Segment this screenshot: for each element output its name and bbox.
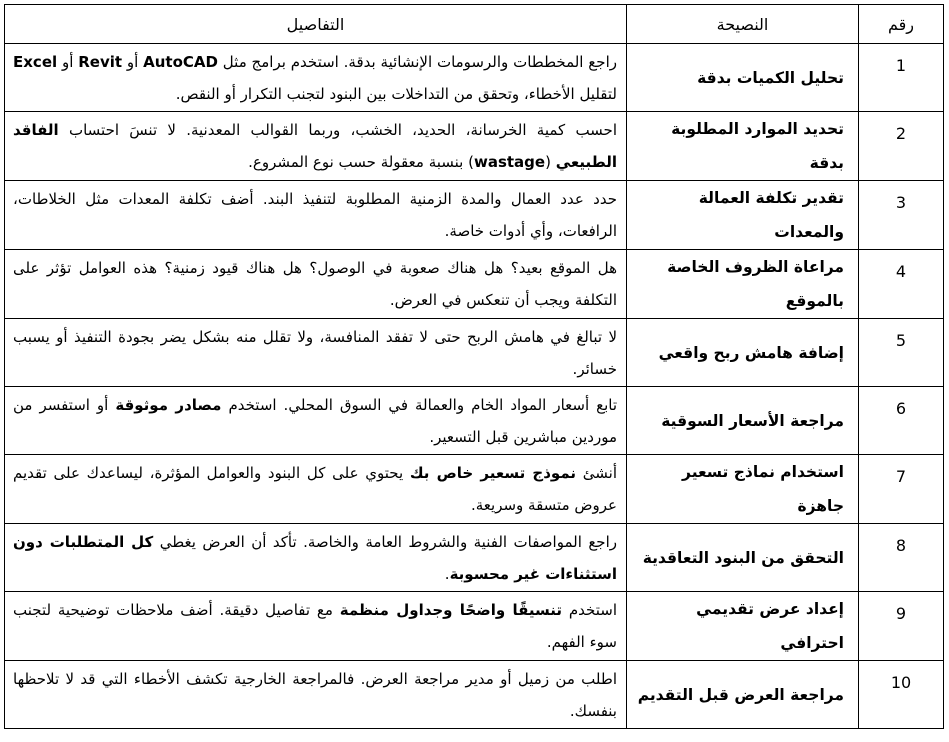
bold-term: wastage: [473, 153, 546, 171]
row-details: استخدم تنسيقًا واضحًا وجداول منظمة مع تفاصيل دقيقة. أضف ملاحظات توضيحية لتجنب سوء الفهم.: [5, 592, 627, 661]
table-row: [5, 112, 944, 181]
row-number: 9: [859, 592, 944, 661]
row-details: لا تبالغ في هامش الربح حتى لا تفقد المنافسة، ولا تقلل منه بشكل يضر بجودة التنفيذ أو يسبب خسائر.: [5, 319, 627, 387]
row-tip: تحديد الموارد المطلوبة بدقة: [627, 112, 859, 181]
row-tip: مراجعة العرض قبل التقديم: [627, 661, 859, 729]
header-details: التفاصيل: [5, 5, 627, 44]
row-number: 2: [859, 112, 944, 181]
header-number: رقم: [859, 5, 944, 44]
row-number: 5: [859, 319, 944, 387]
tips-table: [4, 4, 944, 729]
row-details: حدد عدد العمال والمدة الزمنية المطلوبة لتنفيذ البند. أضف تكلفة المعدات مثل الخلاطات، الرافعات، وأي أدوات خاصة.: [5, 181, 627, 250]
row-number: 1: [859, 44, 944, 112]
row-number: 6: [859, 387, 944, 455]
table-row: [5, 250, 944, 319]
table-row: [5, 319, 944, 387]
bold-term: الفاقد الطبيعي: [13, 121, 617, 171]
table-row: [5, 387, 944, 455]
row-tip: التحقق من البنود التعاقدية: [627, 524, 859, 592]
table-row: [5, 592, 944, 661]
row-tip: إضافة هامش ربح واقعي: [627, 319, 859, 387]
row-details: أنشئ نموذج تسعير خاص بك يحتوي على كل البنود والعوامل المؤثرة، ليساعدك على تقديم عروض متسقة وسريعة.: [5, 455, 627, 524]
row-details: تابع أسعار المواد الخام والعمالة في السوق المحلي. استخدم مصادر موثوقة أو استفسر من موردين مباشرين قبل التسعير.: [5, 387, 627, 455]
row-details: احسب كمية الخرسانة، الحديد، الخشب، وربما القوالب المعدنية. لا تنسَ احتساب الفاقد الطبيعي (wastage) بنسبة معقولة حسب نوع المشروع.: [5, 112, 627, 181]
row-number: 8: [859, 524, 944, 592]
table-header-row: [5, 5, 944, 44]
bold-term: Excel: [13, 52, 58, 71]
row-tip: مراعاة الظروف الخاصة بالموقع: [627, 250, 859, 319]
table-row: [5, 455, 944, 524]
header-tip: النصيحة: [627, 5, 859, 44]
row-number: 3: [859, 181, 944, 250]
row-number: 10: [859, 661, 944, 729]
bold-term: نموذج تسعير خاص بك: [409, 464, 577, 482]
row-details: اطلب من زميل أو مدير مراجعة العرض. فالمراجعة الخارجية تكشف الأخطاء التي قد لا تلاحظها بنفسك.: [5, 661, 627, 729]
table-row: [5, 661, 944, 729]
row-tip: تحليل الكميات بدقة: [627, 44, 859, 112]
tips-table-wrapper: [4, 4, 944, 729]
row-tip: تقدير تكلفة العمالة والمعدات: [627, 181, 859, 250]
row-details: راجع المواصفات الفنية والشروط العامة والخاصة. تأكد أن العرض يغطي كل المتطلبات دون استثناءات غير محسوبة.: [5, 524, 627, 592]
bold-term: كل المتطلبات دون استثناءات غير محسوبة: [13, 532, 617, 583]
bold-term: Revit: [78, 52, 123, 71]
row-details: راجع المخططات والرسومات الإنشائية بدقة. استخدم برامج مثل AutoCAD أو Revit أو Excel لتقليل الأخطاء، وتحقق من التداخلات بين البنود لتجنب التكرار أو النقص.: [5, 44, 627, 112]
row-tip: إعداد عرض تقديمي احترافي: [627, 592, 859, 661]
row-number: 4: [859, 250, 944, 319]
row-number: 7: [859, 455, 944, 524]
table-row: [5, 44, 944, 112]
row-details: هل الموقع بعيد؟ هل هناك صعوبة في الوصول؟ هل هناك قيود زمنية؟ هذه العوامل تؤثر على التكلفة ويجب أن تنعكس في العرض.: [5, 250, 627, 319]
bold-term: AutoCAD: [143, 52, 218, 71]
bold-term: تنسيقًا واضحًا وجداول منظمة: [339, 601, 563, 619]
table-row: [5, 524, 944, 592]
bold-term: مصادر موثوقة: [115, 395, 222, 414]
table-row: [5, 181, 944, 250]
row-tip: استخدام نماذج تسعير جاهزة: [627, 455, 859, 524]
row-tip: مراجعة الأسعار السوقية: [627, 387, 859, 455]
